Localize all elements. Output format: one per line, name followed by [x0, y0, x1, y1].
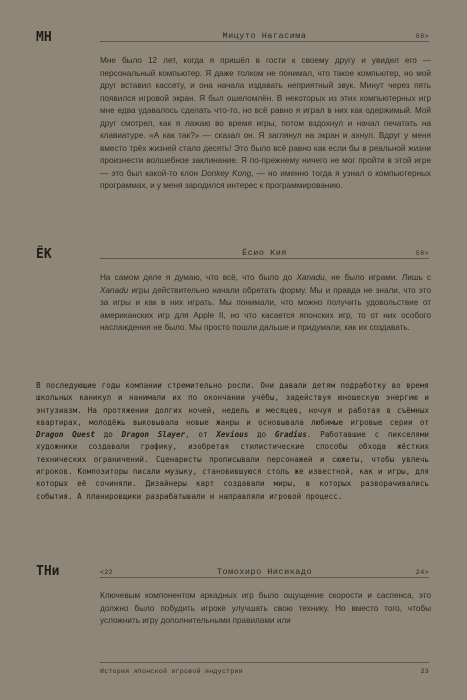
- body-text: до: [248, 430, 275, 440]
- page-reference[interactable]: 58>: [415, 250, 429, 257]
- quote-text: , не было играми. Лишь с: [324, 273, 431, 282]
- person-name: Мицуто Нагасима: [222, 31, 307, 41]
- game-title: Donkey Kong: [201, 168, 252, 178]
- body-text: В последующие годы компании стремительно росли. Они давали детям подработку во время школьных каникул и нанимали их по окончании учёбы, задействуя юношескую энергию и энтузиазм. На протяжении долгих ночей, недель и месяцев, ночуя и работая в съёмных квартирах, молодёжь выковывала новые жанры и основывала любимые игровые серии от: [36, 381, 429, 427]
- page-reference[interactable]: 68>: [415, 33, 429, 40]
- page-footer: [100, 662, 429, 675]
- game-title: Dragon Slayer: [121, 430, 186, 440]
- section-header: [100, 563, 429, 578]
- quote-paragraph: Ключевым компонентом аркадных игр было ощущение скорости и саспенса, это должно было побудить игроке улучшать свою технику. Но вместо того, чтобы усложнить игру дополнительными правилами или: [100, 591, 431, 625]
- game-title: Xanadu: [296, 273, 325, 282]
- quote-text: игры действительно начали обретать форму. Мы и правда не знали, что это за игры и как в них играть. Мы понимали, что можно получить удовольствие от американских игр для Apple II, но что касается японских игр, то от них особого наслаждения не было. Мы просто пошли дальше и придумали, как их создавать.: [100, 285, 431, 332]
- body-text: до: [95, 430, 122, 440]
- game-title: Gradius: [274, 430, 307, 440]
- page-reference-back[interactable]: <22: [100, 569, 114, 576]
- body-text: , от: [185, 430, 217, 440]
- person-name: Ёсио Кия: [242, 248, 287, 258]
- page-number: 23: [420, 668, 429, 675]
- quote-text: , — но именно тогда я узнал о компьютерных программах, и у меня зародился интерес к программированию.: [100, 168, 432, 190]
- game-title: Xevious: [216, 430, 249, 440]
- section-initials: МН: [36, 30, 52, 45]
- quote-text: Мне было 12 лет, когда я пришёл в гости к своему другу и увидел его — персональный компьютер. Я даже толком не понимал, что такое компьютер, но мой друг вставил кассету, и она начала издавать неприятный звук. Минут через пять появился игровой экран. Я был ошеломлён. В некоторых из этих компьютерных игр мне едва удавалось сделать что-то, но всё равно я играл в них как одержимый. Мой друг смотрел, как я лажаю во время игры, потом вздохнул и начал печатать на клавиатуре. «А как так?» — сказал он. Я заглянул на экран и ахнул. Вдруг у меня вместо трёх жизней стало десять! Это было всё равно как если бы в реальной жизни произнести волшебное заклинание. Я по-прежнему ничего не мог пройти в этой игре — это был какой-то клон: [100, 56, 431, 178]
- body-text: . Работавшие с пикселями художники создавали графику, изобретая стилистические способы обхода жёстких технических ограничений. Сценаристы прописывали персонажей и сюжеты, чтобы увлечь игроков. Композиторы писали музыку, становившуюся столь же известной, как и игры, для которых её сочиняли. Дизайнеры карт создавали миры, в которых разворачивались события. А планировщики разрабатывали и направляли игровой процесс.: [36, 430, 429, 501]
- person-name: Томохиро Нисикадо: [216, 567, 313, 577]
- section-header: [100, 27, 429, 42]
- section-initials: ТНи: [36, 564, 60, 579]
- game-title: Dragon Quest: [36, 430, 95, 440]
- quote-text: На самом деле я думаю, что всё, что было до: [100, 273, 297, 282]
- game-title: Xanadu: [100, 285, 129, 295]
- section-initials: ЁК: [36, 247, 52, 262]
- section-header: [100, 244, 429, 259]
- page-reference[interactable]: 24>: [415, 569, 429, 576]
- quote-paragraph: [100, 55, 431, 193]
- main-paragraph: [36, 380, 429, 503]
- book-title: История японской игровой индустрии: [100, 668, 243, 675]
- quote-paragraph: [100, 272, 431, 335]
